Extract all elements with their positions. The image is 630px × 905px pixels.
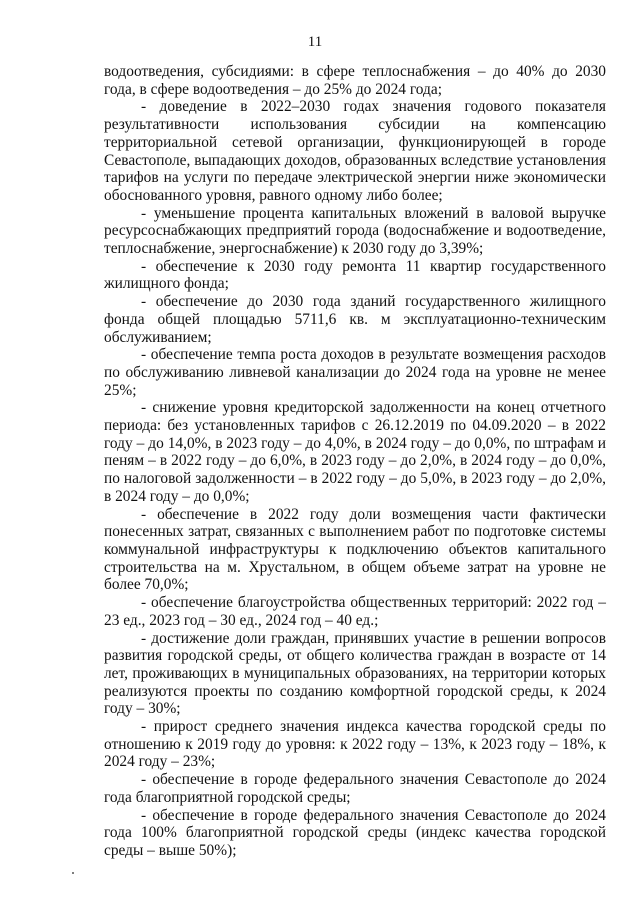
list-item: - доведение в 2022–2030 годах значения годового показателя результативности использования субсидии на компенсацию территориальной сетевой организации, функционирующей в городе Севастополе, выпадающих доходов, образованных вследствие установления тарифов на услуги по передаче электрической энергии ниже экономически обоснованного уровня, равного одному либо более;: [104, 98, 606, 204]
list-item: - обеспечение в городе федерального значения Севастополе до 2024 года 100% благоприятной городской среды (индекс качества городской среды – выше 50%);: [104, 806, 606, 859]
page-number: 11: [307, 34, 323, 50]
list-item: - обеспечение в городе федерального значения Севастополе до 2024 года благоприятной городской среды;: [104, 771, 606, 806]
paragraph: водоотведения, субсидиями: в сфере теплоснабжения – до 40% до 2030 года, в сфере водоотведения – до 25% до 2024 года;: [104, 63, 606, 98]
list-item: - обеспечение благоустройства общественных территорий: 2022 год – 23 ед., 2023 год – 30 ед., 2024 год – 40 ед.;: [104, 594, 606, 629]
list-item: - прирост среднего значения индекса качества городской среды по отношению к 2019 году до уровня: к 2022 году – 13%, к 2023 году – 18%, к 2024 году – 23%;: [104, 718, 606, 771]
list-item: - обеспечение к 2030 году ремонта 11 квартир государственного жилищного фонда;: [104, 257, 606, 293]
list-item: - достижение доли граждан, принявших участие в решении вопросов развития городской среды, от общего количества граждан в возрасте от 14 лет, проживающих в муниципальных образованиях, на территории которых реализуются проекты по созданию комфортной городской среды, к 2024 году – 30%;: [104, 629, 606, 718]
scan-speck: [72, 872, 74, 874]
document-body: [104, 63, 606, 860]
list-item: - снижение уровня кредиторской задолженности на конец отчетного периода: без установленных тарифов с 26.12.2019 по 04.09.2020 – в 2022 году – до 14,0%, в 2023 году – до 4,0%, в 2024 году – до 0,0%, по штрафам и пеням – в 2022 году – до 6,0%, в 2023 году – до 2,0%, в 2024 году – до 0,0%, по налоговой задолженности – в 2022 году – до 5,0%, в 2023 году – до 2,0%, в 2024 году – до 0,0%;: [104, 399, 606, 505]
list-item: - обеспечение в 2022 году доли возмещения части фактически понесенных затрат, связанных с выполнением работ по подготовке системы коммунальной инфраструктуры к подключению объектов капитального строительства на м. Хрустальном, в общем объеме затрат на уровне не более 70,0%;: [104, 505, 606, 594]
list-item: - уменьшение процента капитальных вложений в валовой выручке ресурсоснабжающих предприятий города (водоснабжение и водоотведение, теплоснабжение, энергоснабжение) к 2030 году до 3,39%;: [104, 204, 606, 258]
list-item: - обеспечение темпа роста доходов в результате возмещения расходов по обслуживанию ливневой канализации до 2024 года на уровне не менее 25%;: [104, 346, 606, 399]
list-item: - обеспечение до 2030 года зданий государственного жилищного фонда общей площадью 5711,6 кв. м эксплуатационно-техническим обслуживанием;: [104, 293, 606, 346]
